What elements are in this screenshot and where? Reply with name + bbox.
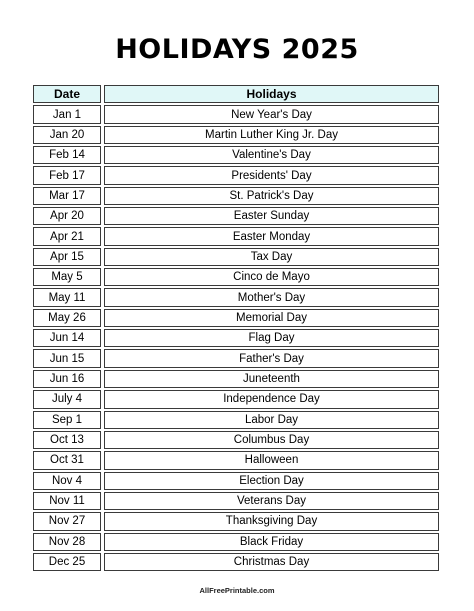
holiday-cell: Cinco de Mayo [104, 268, 439, 286]
date-cell: July 4 [33, 390, 101, 408]
holiday-cell: Memorial Day [104, 309, 439, 327]
holiday-cell: Presidents' Day [104, 166, 439, 184]
holiday-cell: Flag Day [104, 329, 439, 347]
date-cell: Jan 20 [33, 126, 101, 144]
table-row [33, 309, 439, 329]
table-row [33, 431, 439, 451]
table-row [33, 146, 439, 166]
date-cell: May 11 [33, 288, 101, 306]
table-row [33, 390, 439, 410]
date-cell: Feb 14 [33, 146, 101, 164]
table-header-row [33, 85, 439, 105]
table-row [33, 105, 439, 125]
date-cell: Apr 15 [33, 248, 101, 266]
holiday-cell: Thanksgiving Day [104, 512, 439, 530]
holiday-cell: Veterans Day [104, 492, 439, 510]
site-credit: AllFreePrintable.com [199, 586, 275, 595]
table-row [33, 533, 439, 553]
date-cell: Nov 28 [33, 533, 101, 551]
date-cell: Nov 4 [33, 472, 101, 490]
date-cell: Jun 16 [33, 370, 101, 388]
table-row [33, 166, 439, 186]
date-cell: Nov 11 [33, 492, 101, 510]
table-row [33, 451, 439, 471]
table-body [33, 105, 439, 573]
holiday-cell: Valentine's Day [104, 146, 439, 164]
table-row [33, 329, 439, 349]
holiday-cell: Father's Day [104, 349, 439, 367]
date-cell: May 5 [33, 268, 101, 286]
table-row [33, 207, 439, 227]
date-cell: Jun 14 [33, 329, 101, 347]
holiday-cell: Columbus Day [104, 431, 439, 449]
holiday-cell: Mother's Day [104, 288, 439, 306]
holiday-cell: Tax Day [104, 248, 439, 266]
holiday-cell: Election Day [104, 472, 439, 490]
table-row [33, 227, 439, 247]
holidays-table [33, 85, 439, 573]
holiday-column-header: Holidays [104, 85, 439, 103]
table-row [33, 370, 439, 390]
date-cell: Apr 20 [33, 207, 101, 225]
table-row [33, 492, 439, 512]
holiday-cell: Black Friday [104, 533, 439, 551]
holiday-cell: Juneteenth [104, 370, 439, 388]
table-row [33, 187, 439, 207]
holiday-cell: Easter Monday [104, 227, 439, 245]
date-cell: Jun 15 [33, 349, 101, 367]
date-column-header: Date [33, 85, 101, 103]
date-cell: May 26 [33, 309, 101, 327]
table-row [33, 553, 439, 573]
date-cell: Sep 1 [33, 411, 101, 429]
date-cell: Nov 27 [33, 512, 101, 530]
date-cell: Feb 17 [33, 166, 101, 184]
table-row [33, 288, 439, 308]
table-row [33, 512, 439, 532]
table-row [33, 411, 439, 431]
table-row [33, 268, 439, 288]
holiday-cell: Halloween [104, 451, 439, 469]
table-row [33, 248, 439, 268]
holiday-cell: Labor Day [104, 411, 439, 429]
holiday-cell: St. Patrick's Day [104, 187, 439, 205]
holiday-cell: Independence Day [104, 390, 439, 408]
holiday-cell: Martin Luther King Jr. Day [104, 126, 439, 144]
date-cell: Apr 21 [33, 227, 101, 245]
date-cell: Dec 25 [33, 553, 101, 571]
holiday-cell: New Year's Day [104, 105, 439, 123]
table-row [33, 349, 439, 369]
table-row [33, 126, 439, 146]
date-cell: Mar 17 [33, 187, 101, 205]
holiday-cell: Easter Sunday [104, 207, 439, 225]
date-cell: Jan 1 [33, 105, 101, 123]
date-cell: Oct 31 [33, 451, 101, 469]
date-cell: Oct 13 [33, 431, 101, 449]
page-title: HOLIDAYS 2025 [115, 34, 359, 65]
table-row [33, 472, 439, 492]
holiday-cell: Christmas Day [104, 553, 439, 571]
